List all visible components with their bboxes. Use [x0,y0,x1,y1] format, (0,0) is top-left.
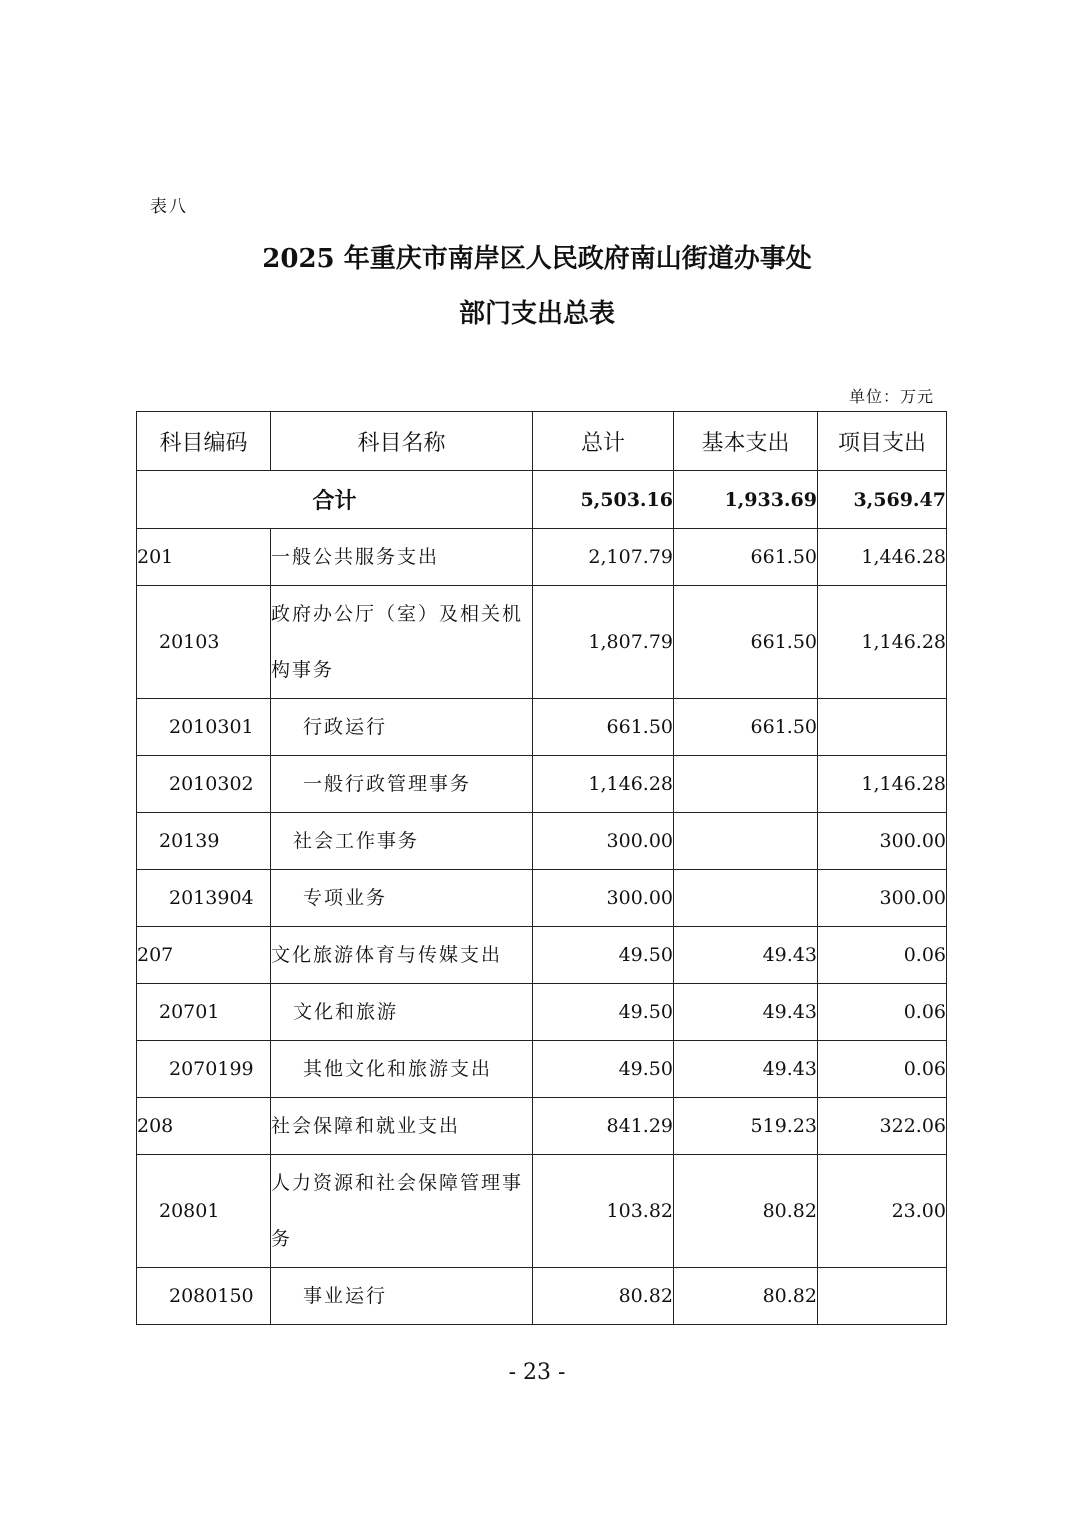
row-project: 1,446.28 [818,529,947,586]
row-code: 2013904 [137,870,271,927]
row-total: 103.82 [533,1155,674,1268]
row-total: 49.50 [533,1041,674,1098]
row-project: 300.00 [818,870,947,927]
row-name: 人力资源和社会保障管理事务 [271,1155,533,1268]
row-total: 841.29 [533,1098,674,1155]
row-name: 政府办公厅（室）及相关机构事务 [271,586,533,699]
row-basic: 661.50 [674,586,818,699]
header-basic: 基本支出 [674,412,818,471]
table-row [137,813,947,870]
row-total: 300.00 [533,870,674,927]
table-row [137,1155,947,1268]
row-project: 0.06 [818,984,947,1041]
table-row [137,529,947,586]
row-basic: 80.82 [674,1155,818,1268]
row-name: 文化和旅游 [271,984,533,1041]
row-total: 80.82 [533,1268,674,1325]
header-name: 科目名称 [271,412,533,471]
row-basic: 661.50 [674,699,818,756]
row-total: 2,107.79 [533,529,674,586]
table-row [137,1041,947,1098]
table-header-row [137,412,947,471]
row-total: 49.50 [533,984,674,1041]
row-project: 0.06 [818,927,947,984]
expenditure-table [136,411,947,1325]
table-row [137,586,947,699]
row-name: 专项业务 [271,870,533,927]
row-project: 23.00 [818,1155,947,1268]
row-project: 1,146.28 [818,756,947,813]
row-total: 300.00 [533,813,674,870]
header-project: 项目支出 [818,412,947,471]
table-row [137,1268,947,1325]
total-basic: 1,933.69 [674,471,818,529]
row-code: 2010302 [137,756,271,813]
row-code: 20701 [137,984,271,1041]
row-project [818,699,947,756]
row-project [818,1268,947,1325]
table-row [137,1098,947,1155]
page-subtitle: 部门支出总表 [458,299,615,329]
row-name: 文化旅游体育与传媒支出 [271,927,533,984]
row-code: 20139 [137,813,271,870]
row-code: 20103 [137,586,271,699]
page-title: 2025 年重庆市南岸区人民政府南山街道办事处 [262,244,812,274]
row-code: 201 [137,529,271,586]
row-basic: 80.82 [674,1268,818,1325]
row-basic: 49.43 [674,1041,818,1098]
row-name: 社会保障和就业支出 [271,1098,533,1155]
table-row [137,756,947,813]
total-sum: 5,503.16 [533,471,674,529]
row-code: 2010301 [137,699,271,756]
row-basic [674,813,818,870]
row-project: 0.06 [818,1041,947,1098]
total-project: 3,569.47 [818,471,947,529]
row-project: 322.06 [818,1098,947,1155]
header-total: 总计 [533,412,674,471]
row-name: 事业运行 [271,1268,533,1325]
row-basic [674,756,818,813]
row-basic [674,870,818,927]
total-row [137,471,947,529]
row-basic: 661.50 [674,529,818,586]
row-code: 20801 [137,1155,271,1268]
row-total: 1,807.79 [533,586,674,699]
row-name: 其他文化和旅游支出 [271,1041,533,1098]
row-basic: 49.43 [674,984,818,1041]
row-name: 行政运行 [271,699,533,756]
row-code: 208 [137,1098,271,1155]
row-total: 1,146.28 [533,756,674,813]
row-basic: 49.43 [674,927,818,984]
row-basic: 519.23 [674,1098,818,1155]
row-code: 2080150 [137,1268,271,1325]
table-row [137,927,947,984]
table-row [137,870,947,927]
row-total: 49.50 [533,927,674,984]
unit-label: 单位：万元 [848,387,934,406]
row-total: 661.50 [533,699,674,756]
total-label: 合计 [137,471,533,529]
page-number: - 23 - [508,1360,566,1385]
table-label: 表八 [150,197,188,217]
row-project: 1,146.28 [818,586,947,699]
row-code: 207 [137,927,271,984]
row-name: 社会工作事务 [271,813,533,870]
row-project: 300.00 [818,813,947,870]
row-code: 2070199 [137,1041,271,1098]
row-name: 一般行政管理事务 [271,756,533,813]
table-row [137,699,947,756]
table-row [137,984,947,1041]
row-name: 一般公共服务支出 [271,529,533,586]
header-code: 科目编码 [137,412,271,471]
